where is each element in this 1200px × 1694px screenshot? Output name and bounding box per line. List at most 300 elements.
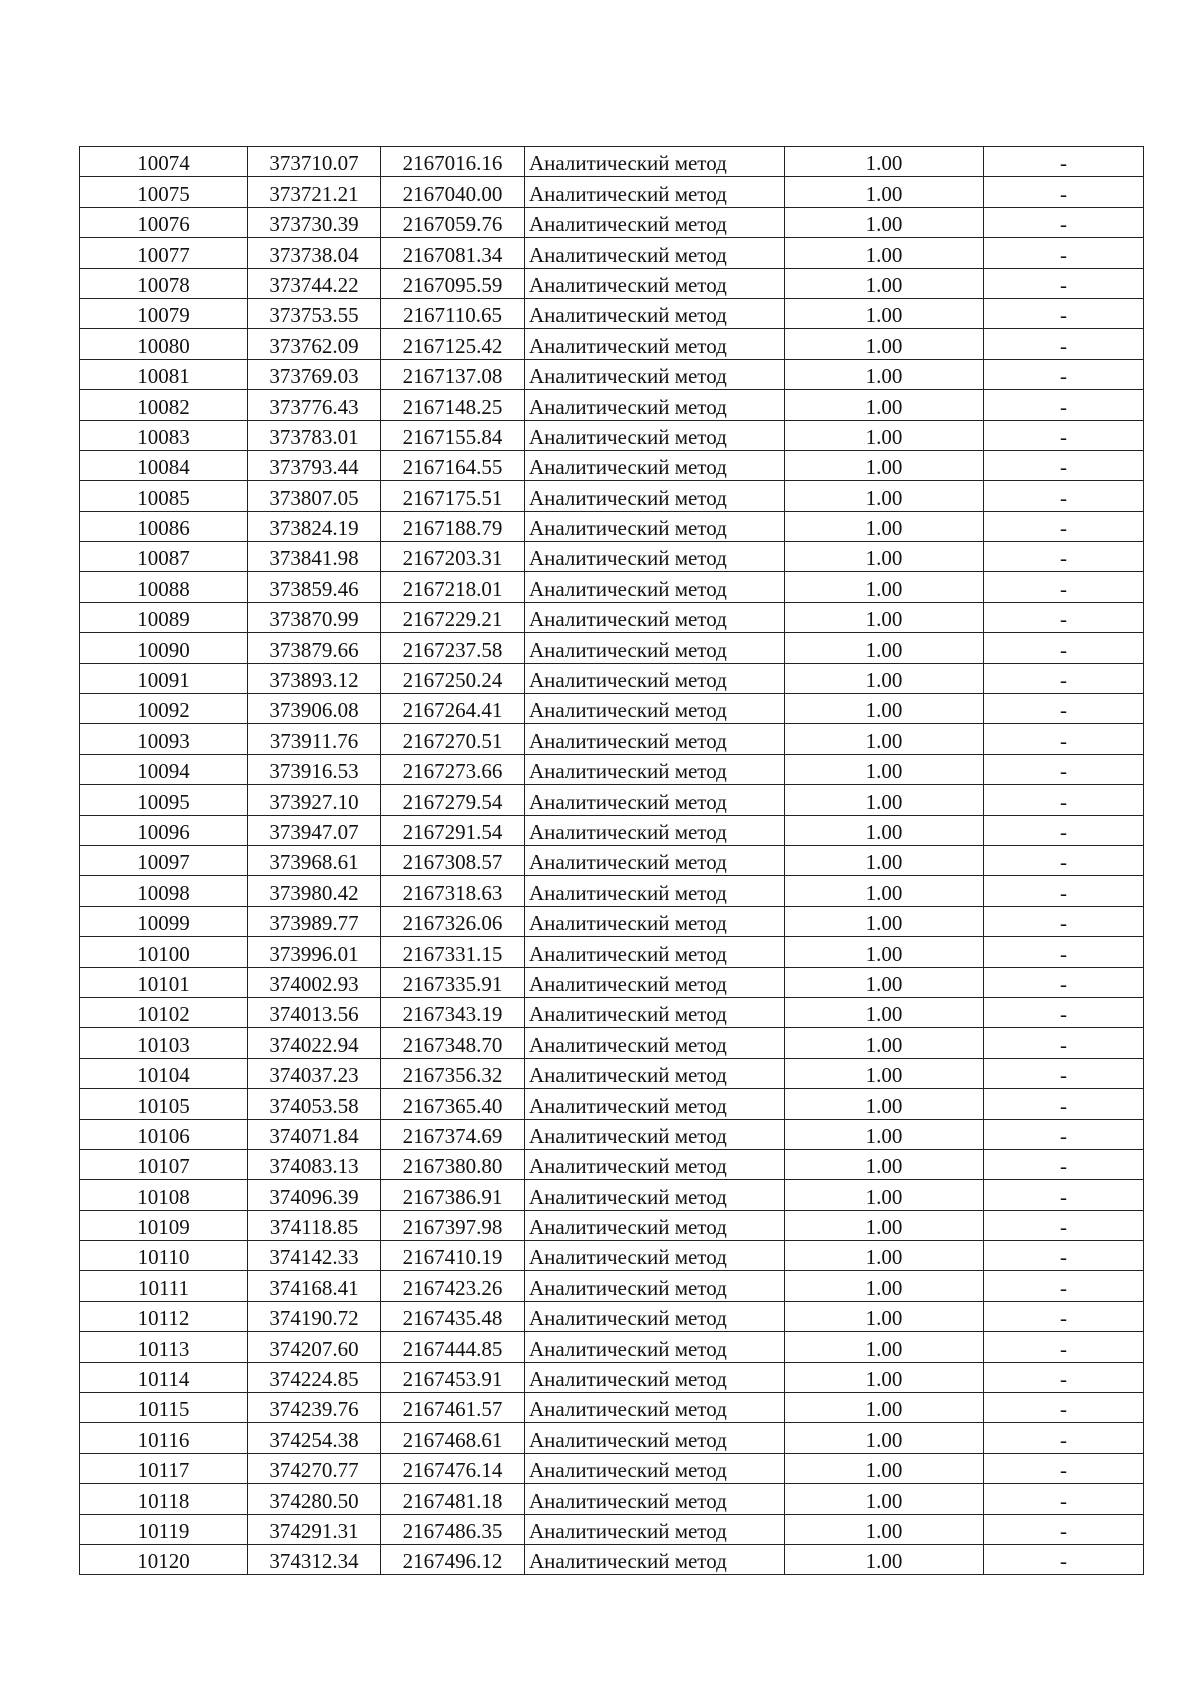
x-coordinate-cell: 374013.56 (248, 997, 381, 1027)
point-number-cell: 10075 (80, 177, 248, 207)
table-row (80, 663, 1144, 693)
y-coordinate-cell: 2167270.51 (381, 724, 525, 754)
description-cell: - (984, 815, 1144, 845)
x-coordinate-cell: 374224.85 (248, 1362, 381, 1392)
point-number-cell: 10076 (80, 207, 248, 237)
y-coordinate-cell: 2167356.32 (381, 1058, 525, 1088)
x-coordinate-cell: 373776.43 (248, 390, 381, 420)
method-cell: Аналитический метод (525, 420, 785, 450)
table-row (80, 238, 1144, 268)
method-cell: Аналитический метод (525, 359, 785, 389)
point-number-cell: 10090 (80, 633, 248, 663)
description-cell: - (984, 298, 1144, 328)
method-cell: Аналитический метод (525, 298, 785, 328)
description-cell: - (984, 1362, 1144, 1392)
x-coordinate-cell: 373841.98 (248, 542, 381, 572)
table-row (80, 359, 1144, 389)
y-coordinate-cell: 2167148.25 (381, 390, 525, 420)
accuracy-cell: 1.00 (785, 1180, 984, 1210)
x-coordinate-cell: 374142.33 (248, 1241, 381, 1271)
table-row (80, 481, 1144, 511)
table-row (80, 906, 1144, 936)
table-row (80, 785, 1144, 815)
y-coordinate-cell: 2167444.85 (381, 1332, 525, 1362)
x-coordinate-cell: 373824.19 (248, 511, 381, 541)
description-cell: - (984, 1149, 1144, 1179)
method-cell: Аналитический метод (525, 147, 785, 177)
x-coordinate-cell: 373906.08 (248, 694, 381, 724)
x-coordinate-cell: 374096.39 (248, 1180, 381, 1210)
point-number-cell: 10077 (80, 238, 248, 268)
method-cell: Аналитический метод (525, 1393, 785, 1423)
accuracy-cell: 1.00 (785, 785, 984, 815)
x-coordinate-cell: 373870.99 (248, 602, 381, 632)
method-cell: Аналитический метод (525, 1453, 785, 1483)
accuracy-cell: 1.00 (785, 1301, 984, 1331)
x-coordinate-cell: 374190.72 (248, 1301, 381, 1331)
accuracy-cell: 1.00 (785, 1484, 984, 1514)
x-coordinate-cell: 373710.07 (248, 147, 381, 177)
y-coordinate-cell: 2167237.58 (381, 633, 525, 663)
y-coordinate-cell: 2167059.76 (381, 207, 525, 237)
method-cell: Аналитический метод (525, 390, 785, 420)
description-cell: - (984, 147, 1144, 177)
accuracy-cell: 1.00 (785, 359, 984, 389)
description-cell: - (984, 359, 1144, 389)
y-coordinate-cell: 2167318.63 (381, 876, 525, 906)
y-coordinate-cell: 2167410.19 (381, 1241, 525, 1271)
accuracy-cell: 1.00 (785, 1210, 984, 1240)
y-coordinate-cell: 2167291.54 (381, 815, 525, 845)
y-coordinate-cell: 2167380.80 (381, 1149, 525, 1179)
y-coordinate-cell: 2167081.34 (381, 238, 525, 268)
accuracy-cell: 1.00 (785, 207, 984, 237)
x-coordinate-cell: 373911.76 (248, 724, 381, 754)
point-number-cell: 10093 (80, 724, 248, 754)
table-row (80, 511, 1144, 541)
x-coordinate-cell: 373996.01 (248, 937, 381, 967)
table-row (80, 845, 1144, 875)
y-coordinate-cell: 2167435.48 (381, 1301, 525, 1331)
table-row (80, 633, 1144, 663)
description-cell: - (984, 1514, 1144, 1544)
point-number-cell: 10103 (80, 1028, 248, 1058)
accuracy-cell: 1.00 (785, 1089, 984, 1119)
method-cell: Аналитический метод (525, 1058, 785, 1088)
point-number-cell: 10079 (80, 298, 248, 328)
description-cell: - (984, 1484, 1144, 1514)
description-cell: - (984, 450, 1144, 480)
method-cell: Аналитический метод (525, 1241, 785, 1271)
y-coordinate-cell: 2167218.01 (381, 572, 525, 602)
method-cell: Аналитический метод (525, 542, 785, 572)
point-number-cell: 10102 (80, 997, 248, 1027)
table-row (80, 1332, 1144, 1362)
method-cell: Аналитический метод (525, 602, 785, 632)
y-coordinate-cell: 2167308.57 (381, 845, 525, 875)
table-row (80, 724, 1144, 754)
point-number-cell: 10114 (80, 1362, 248, 1392)
x-coordinate-cell: 374270.77 (248, 1453, 381, 1483)
table-row (80, 1180, 1144, 1210)
y-coordinate-cell: 2167343.19 (381, 997, 525, 1027)
description-cell: - (984, 207, 1144, 237)
accuracy-cell: 1.00 (785, 694, 984, 724)
table-row (80, 967, 1144, 997)
description-cell: - (984, 177, 1144, 207)
accuracy-cell: 1.00 (785, 481, 984, 511)
description-cell: - (984, 937, 1144, 967)
description-cell: - (984, 268, 1144, 298)
method-cell: Аналитический метод (525, 238, 785, 268)
point-number-cell: 10091 (80, 663, 248, 693)
point-number-cell: 10081 (80, 359, 248, 389)
description-cell: - (984, 1332, 1144, 1362)
x-coordinate-cell: 374280.50 (248, 1484, 381, 1514)
method-cell: Аналитический метод (525, 1544, 785, 1574)
x-coordinate-cell: 374312.34 (248, 1544, 381, 1574)
x-coordinate-cell: 373762.09 (248, 329, 381, 359)
method-cell: Аналитический метод (525, 1119, 785, 1149)
point-number-cell: 10117 (80, 1453, 248, 1483)
description-cell: - (984, 694, 1144, 724)
table-row (80, 694, 1144, 724)
method-cell: Аналитический метод (525, 1332, 785, 1362)
method-cell: Аналитический метод (525, 207, 785, 237)
table-row (80, 1301, 1144, 1331)
accuracy-cell: 1.00 (785, 1544, 984, 1574)
table-row (80, 937, 1144, 967)
accuracy-cell: 1.00 (785, 815, 984, 845)
x-coordinate-cell: 374053.58 (248, 1089, 381, 1119)
table-row (80, 1453, 1144, 1483)
point-number-cell: 10074 (80, 147, 248, 177)
description-cell: - (984, 876, 1144, 906)
y-coordinate-cell: 2167125.42 (381, 329, 525, 359)
x-coordinate-cell: 373968.61 (248, 845, 381, 875)
description-cell: - (984, 1301, 1144, 1331)
point-number-cell: 10087 (80, 542, 248, 572)
x-coordinate-cell: 373893.12 (248, 663, 381, 693)
table-row (80, 1393, 1144, 1423)
table-row (80, 147, 1144, 177)
accuracy-cell: 1.00 (785, 1058, 984, 1088)
method-cell: Аналитический метод (525, 1514, 785, 1544)
table-row (80, 1484, 1144, 1514)
point-number-cell: 10101 (80, 967, 248, 997)
y-coordinate-cell: 2167279.54 (381, 785, 525, 815)
accuracy-cell: 1.00 (785, 967, 984, 997)
y-coordinate-cell: 2167095.59 (381, 268, 525, 298)
description-cell: - (984, 967, 1144, 997)
y-coordinate-cell: 2167423.26 (381, 1271, 525, 1301)
y-coordinate-cell: 2167453.91 (381, 1362, 525, 1392)
coordinates-table (79, 146, 1144, 1575)
point-number-cell: 10118 (80, 1484, 248, 1514)
accuracy-cell: 1.00 (785, 420, 984, 450)
table-row (80, 207, 1144, 237)
point-number-cell: 10094 (80, 754, 248, 784)
table-row (80, 177, 1144, 207)
y-coordinate-cell: 2167137.08 (381, 359, 525, 389)
accuracy-cell: 1.00 (785, 663, 984, 693)
description-cell: - (984, 542, 1144, 572)
y-coordinate-cell: 2167188.79 (381, 511, 525, 541)
table-row (80, 1058, 1144, 1088)
x-coordinate-cell: 374071.84 (248, 1119, 381, 1149)
method-cell: Аналитический метод (525, 177, 785, 207)
method-cell: Аналитический метод (525, 1028, 785, 1058)
method-cell: Аналитический метод (525, 876, 785, 906)
description-cell: - (984, 238, 1144, 268)
point-number-cell: 10086 (80, 511, 248, 541)
description-cell: - (984, 1453, 1144, 1483)
accuracy-cell: 1.00 (785, 724, 984, 754)
description-cell: - (984, 724, 1144, 754)
method-cell: Аналитический метод (525, 511, 785, 541)
point-number-cell: 10088 (80, 572, 248, 602)
table-row (80, 1241, 1144, 1271)
point-number-cell: 10078 (80, 268, 248, 298)
x-coordinate-cell: 373807.05 (248, 481, 381, 511)
point-number-cell: 10085 (80, 481, 248, 511)
x-coordinate-cell: 374254.38 (248, 1423, 381, 1453)
point-number-cell: 10095 (80, 785, 248, 815)
description-cell: - (984, 845, 1144, 875)
x-coordinate-cell: 373980.42 (248, 876, 381, 906)
x-coordinate-cell: 374168.41 (248, 1271, 381, 1301)
description-cell: - (984, 1058, 1144, 1088)
y-coordinate-cell: 2167326.06 (381, 906, 525, 936)
y-coordinate-cell: 2167397.98 (381, 1210, 525, 1240)
point-number-cell: 10092 (80, 694, 248, 724)
accuracy-cell: 1.00 (785, 937, 984, 967)
x-coordinate-cell: 373947.07 (248, 815, 381, 845)
x-coordinate-cell: 373859.46 (248, 572, 381, 602)
y-coordinate-cell: 2167016.16 (381, 147, 525, 177)
accuracy-cell: 1.00 (785, 390, 984, 420)
table-row (80, 450, 1144, 480)
table-row (80, 390, 1144, 420)
accuracy-cell: 1.00 (785, 1119, 984, 1149)
method-cell: Аналитический метод (525, 1423, 785, 1453)
y-coordinate-cell: 2167203.31 (381, 542, 525, 572)
x-coordinate-cell: 373783.01 (248, 420, 381, 450)
description-cell: - (984, 1241, 1144, 1271)
x-coordinate-cell: 373769.03 (248, 359, 381, 389)
point-number-cell: 10089 (80, 602, 248, 632)
table-row (80, 1271, 1144, 1301)
method-cell: Аналитический метод (525, 1484, 785, 1514)
point-number-cell: 10082 (80, 390, 248, 420)
x-coordinate-cell: 373753.55 (248, 298, 381, 328)
accuracy-cell: 1.00 (785, 542, 984, 572)
table-row (80, 542, 1144, 572)
accuracy-cell: 1.00 (785, 1271, 984, 1301)
accuracy-cell: 1.00 (785, 329, 984, 359)
y-coordinate-cell: 2167331.15 (381, 937, 525, 967)
table-row (80, 997, 1144, 1027)
y-coordinate-cell: 2167175.51 (381, 481, 525, 511)
description-cell: - (984, 1544, 1144, 1574)
y-coordinate-cell: 2167110.65 (381, 298, 525, 328)
description-cell: - (984, 663, 1144, 693)
point-number-cell: 10104 (80, 1058, 248, 1088)
description-cell: - (984, 1210, 1144, 1240)
accuracy-cell: 1.00 (785, 572, 984, 602)
description-cell: - (984, 1119, 1144, 1149)
x-coordinate-cell: 373744.22 (248, 268, 381, 298)
y-coordinate-cell: 2167229.21 (381, 602, 525, 632)
x-coordinate-cell: 373738.04 (248, 238, 381, 268)
table-row (80, 602, 1144, 632)
accuracy-cell: 1.00 (785, 1332, 984, 1362)
accuracy-cell: 1.00 (785, 450, 984, 480)
x-coordinate-cell: 373989.77 (248, 906, 381, 936)
description-cell: - (984, 1028, 1144, 1058)
method-cell: Аналитический метод (525, 997, 785, 1027)
y-coordinate-cell: 2167365.40 (381, 1089, 525, 1119)
method-cell: Аналитический метод (525, 1271, 785, 1301)
x-coordinate-cell: 373730.39 (248, 207, 381, 237)
table-row (80, 1119, 1144, 1149)
table-row (80, 1089, 1144, 1119)
x-coordinate-cell: 374037.23 (248, 1058, 381, 1088)
description-cell: - (984, 481, 1144, 511)
table-row (80, 298, 1144, 328)
method-cell: Аналитический метод (525, 1149, 785, 1179)
accuracy-cell: 1.00 (785, 906, 984, 936)
accuracy-cell: 1.00 (785, 298, 984, 328)
accuracy-cell: 1.00 (785, 633, 984, 663)
point-number-cell: 10113 (80, 1332, 248, 1362)
method-cell: Аналитический метод (525, 906, 785, 936)
description-cell: - (984, 511, 1144, 541)
table-row (80, 420, 1144, 450)
y-coordinate-cell: 2167468.61 (381, 1423, 525, 1453)
description-cell: - (984, 572, 1144, 602)
method-cell: Аналитический метод (525, 845, 785, 875)
point-number-cell: 10116 (80, 1423, 248, 1453)
table-row (80, 876, 1144, 906)
point-number-cell: 10105 (80, 1089, 248, 1119)
x-coordinate-cell: 373927.10 (248, 785, 381, 815)
point-number-cell: 10083 (80, 420, 248, 450)
table-row (80, 1514, 1144, 1544)
accuracy-cell: 1.00 (785, 997, 984, 1027)
method-cell: Аналитический метод (525, 1180, 785, 1210)
method-cell: Аналитический метод (525, 1362, 785, 1392)
point-number-cell: 10080 (80, 329, 248, 359)
point-number-cell: 10097 (80, 845, 248, 875)
y-coordinate-cell: 2167335.91 (381, 967, 525, 997)
description-cell: - (984, 390, 1144, 420)
y-coordinate-cell: 2167486.35 (381, 1514, 525, 1544)
accuracy-cell: 1.00 (785, 1028, 984, 1058)
accuracy-cell: 1.00 (785, 602, 984, 632)
method-cell: Аналитический метод (525, 572, 785, 602)
table-row (80, 1210, 1144, 1240)
point-number-cell: 10119 (80, 1514, 248, 1544)
point-number-cell: 10120 (80, 1544, 248, 1574)
method-cell: Аналитический метод (525, 815, 785, 845)
table-row (80, 1544, 1144, 1574)
point-number-cell: 10084 (80, 450, 248, 480)
point-number-cell: 10110 (80, 1241, 248, 1271)
method-cell: Аналитический метод (525, 663, 785, 693)
point-number-cell: 10115 (80, 1393, 248, 1423)
method-cell: Аналитический метод (525, 967, 785, 997)
accuracy-cell: 1.00 (785, 1393, 984, 1423)
accuracy-cell: 1.00 (785, 268, 984, 298)
point-number-cell: 10109 (80, 1210, 248, 1240)
y-coordinate-cell: 2167164.55 (381, 450, 525, 480)
point-number-cell: 10099 (80, 906, 248, 936)
method-cell: Аналитический метод (525, 481, 785, 511)
method-cell: Аналитический метод (525, 1210, 785, 1240)
point-number-cell: 10100 (80, 937, 248, 967)
description-cell: - (984, 1089, 1144, 1119)
method-cell: Аналитический метод (525, 1301, 785, 1331)
method-cell: Аналитический метод (525, 754, 785, 784)
method-cell: Аналитический метод (525, 724, 785, 754)
y-coordinate-cell: 2167264.41 (381, 694, 525, 724)
accuracy-cell: 1.00 (785, 147, 984, 177)
method-cell: Аналитический метод (525, 268, 785, 298)
accuracy-cell: 1.00 (785, 876, 984, 906)
description-cell: - (984, 997, 1144, 1027)
method-cell: Аналитический метод (525, 633, 785, 663)
y-coordinate-cell: 2167386.91 (381, 1180, 525, 1210)
y-coordinate-cell: 2167040.00 (381, 177, 525, 207)
description-cell: - (984, 633, 1144, 663)
method-cell: Аналитический метод (525, 937, 785, 967)
accuracy-cell: 1.00 (785, 177, 984, 207)
description-cell: - (984, 329, 1144, 359)
x-coordinate-cell: 374083.13 (248, 1149, 381, 1179)
x-coordinate-cell: 373721.21 (248, 177, 381, 207)
accuracy-cell: 1.00 (785, 1149, 984, 1179)
table-row (80, 754, 1144, 784)
accuracy-cell: 1.00 (785, 1241, 984, 1271)
x-coordinate-cell: 374002.93 (248, 967, 381, 997)
x-coordinate-cell: 374118.85 (248, 1210, 381, 1240)
y-coordinate-cell: 2167496.12 (381, 1544, 525, 1574)
point-number-cell: 10108 (80, 1180, 248, 1210)
point-number-cell: 10096 (80, 815, 248, 845)
point-number-cell: 10111 (80, 1271, 248, 1301)
y-coordinate-cell: 2167250.24 (381, 663, 525, 693)
point-number-cell: 10112 (80, 1301, 248, 1331)
description-cell: - (984, 754, 1144, 784)
point-number-cell: 10106 (80, 1119, 248, 1149)
method-cell: Аналитический метод (525, 694, 785, 724)
accuracy-cell: 1.00 (785, 845, 984, 875)
accuracy-cell: 1.00 (785, 1362, 984, 1392)
description-cell: - (984, 1393, 1144, 1423)
accuracy-cell: 1.00 (785, 511, 984, 541)
x-coordinate-cell: 373916.53 (248, 754, 381, 784)
point-number-cell: 10107 (80, 1149, 248, 1179)
accuracy-cell: 1.00 (785, 1514, 984, 1544)
description-cell: - (984, 1423, 1144, 1453)
y-coordinate-cell: 2167481.18 (381, 1484, 525, 1514)
accuracy-cell: 1.00 (785, 238, 984, 268)
point-number-cell: 10098 (80, 876, 248, 906)
description-cell: - (984, 1180, 1144, 1210)
table-row (80, 1149, 1144, 1179)
y-coordinate-cell: 2167476.14 (381, 1453, 525, 1483)
